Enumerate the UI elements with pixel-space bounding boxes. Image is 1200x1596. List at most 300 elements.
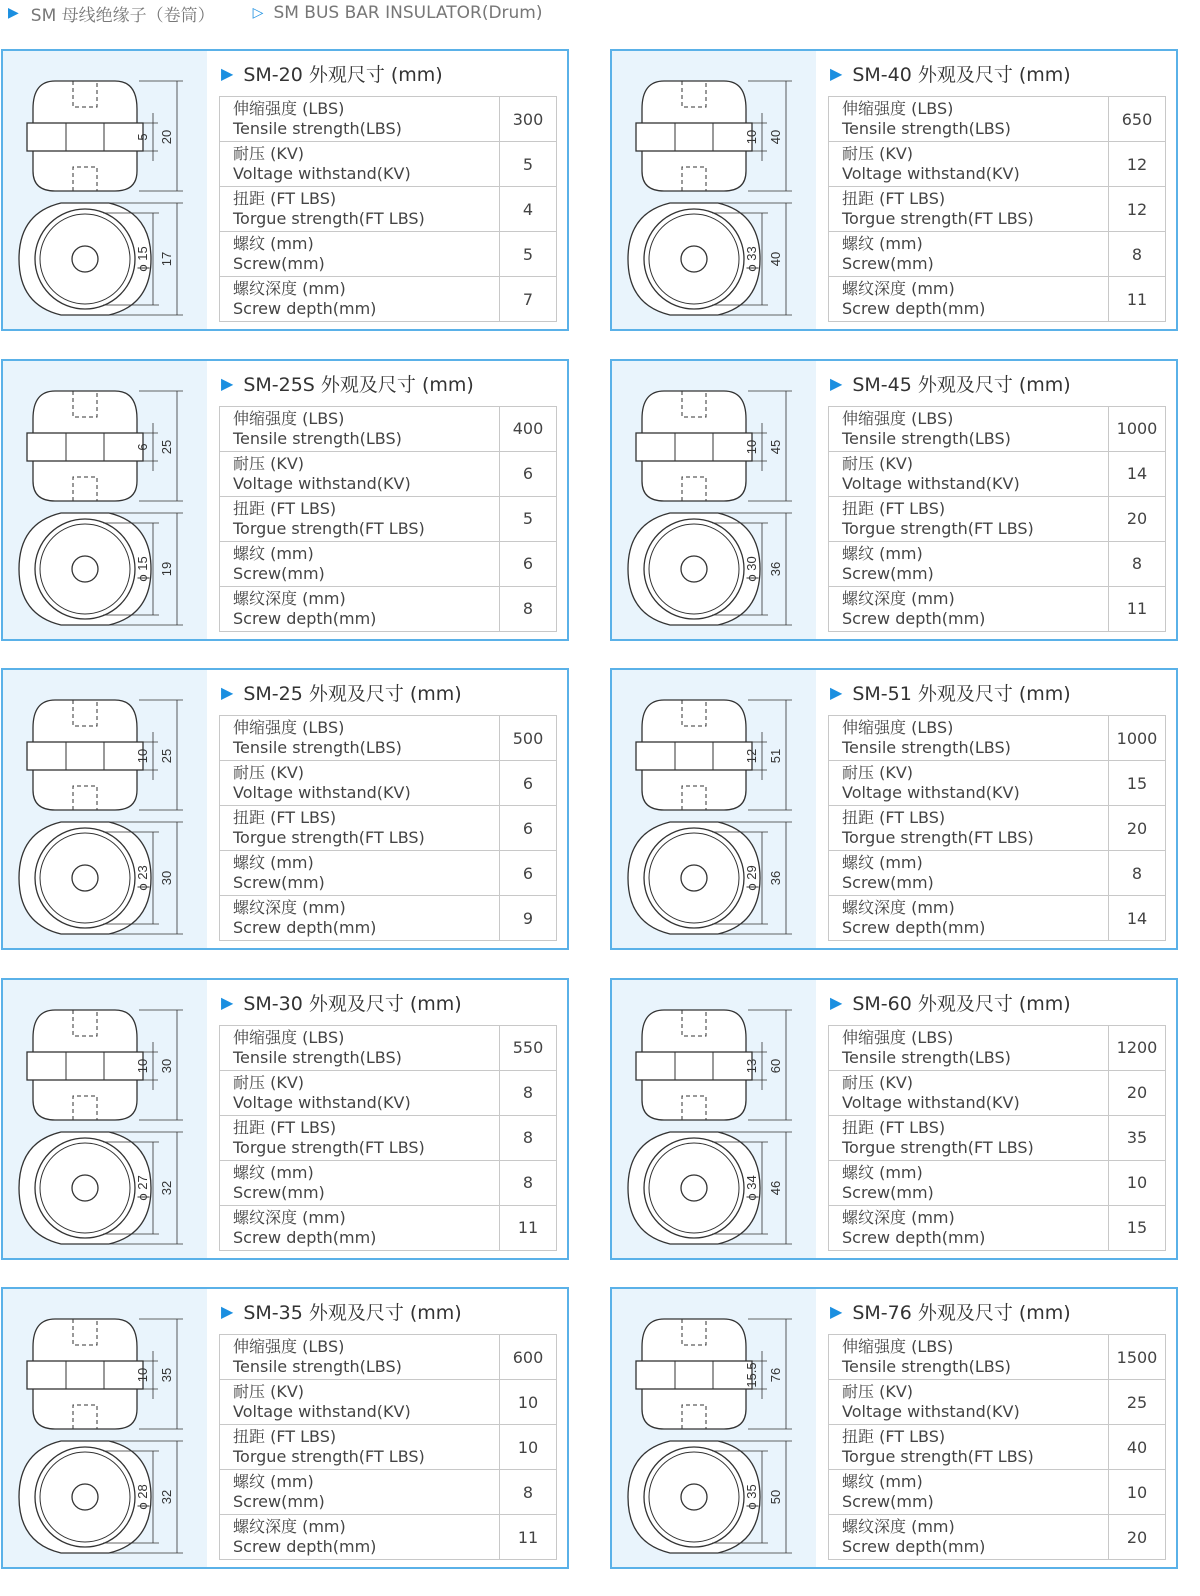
table-row (220, 1205, 557, 1250)
spec-value-tensile: 1200 (1109, 1025, 1166, 1070)
insulator-drawing (612, 1289, 814, 1567)
table-row (829, 1335, 1166, 1380)
spec-table (219, 1334, 557, 1560)
spec-value-tensile: 650 (1109, 97, 1166, 142)
title-arrow-icon: ▶ (221, 683, 234, 702)
spec-area (207, 1289, 567, 1567)
spec-label: 螺纹 (mm) Screw(mm) (829, 232, 1109, 277)
table-row (220, 1025, 557, 1070)
spec-table (219, 1025, 557, 1251)
spec-area (816, 670, 1176, 948)
top-view (628, 513, 792, 625)
side-view (27, 700, 183, 810)
spec-value-screw: 6 (500, 541, 557, 586)
spec-label: 伸缩强度 (LBS) Tensile strength(LBS) (220, 1335, 500, 1380)
dim-band-label: 5 (135, 133, 150, 141)
spec-label: 耐压 (KV) Voltage withstand(KV) (829, 451, 1109, 496)
spec-value-screw: 8 (1109, 232, 1166, 277)
spec-value-voltage: 6 (500, 451, 557, 496)
top-view (19, 822, 183, 934)
spec-label: 耐压 (KV) Voltage withstand(KV) (220, 1070, 500, 1115)
spec-value-depth: 7 (500, 277, 557, 322)
center-hole (681, 1484, 707, 1510)
spec-label: 螺纹深度 (mm) Screw depth(mm) (220, 586, 500, 631)
spec-label: 螺纹 (mm) Screw(mm) (220, 851, 500, 896)
spec-label: 扭距 (FT LBS) Torgue strength(FT LBS) (829, 496, 1109, 541)
dim-height-label: 35 (159, 1367, 174, 1383)
panel-title (221, 679, 462, 706)
dim-outer-label: 40 (768, 251, 783, 267)
spec-value-screw: 8 (1109, 541, 1166, 586)
dim-inner-label: ϕ 27 (135, 1174, 150, 1201)
table-row (829, 1515, 1166, 1560)
spec-table (219, 406, 557, 632)
panel-title-text: SM-25S 外观及尺寸 (mm) (243, 373, 474, 396)
spec-area (816, 980, 1176, 1258)
title-arrow-icon: ▶ (221, 373, 234, 393)
top-view (628, 203, 792, 315)
spec-value-screw: 5 (500, 232, 557, 277)
table-row (829, 1470, 1166, 1515)
product-panel-4 (610, 359, 1178, 641)
dim-inner-label: ϕ 15 (135, 246, 150, 272)
table-row (829, 1070, 1166, 1115)
table-row (829, 1025, 1166, 1070)
side-view (636, 391, 792, 501)
hex-band (27, 1361, 143, 1389)
table-row (829, 761, 1166, 806)
spec-area (207, 361, 567, 639)
table-row (829, 142, 1166, 187)
table-row (829, 716, 1166, 761)
spec-table (828, 1334, 1166, 1560)
spec-label: 耐压 (KV) Voltage withstand(KV) (220, 142, 500, 187)
title-arrow-icon: ▶ (221, 992, 234, 1012)
product-panel-6 (610, 668, 1178, 950)
table-row (220, 451, 557, 496)
dim-inner-label: ϕ 23 (135, 865, 150, 891)
dim-outer-label: 36 (768, 561, 783, 576)
spec-value-depth: 20 (1109, 1515, 1166, 1560)
panel-title (830, 679, 1071, 706)
dim-height-label: 45 (768, 439, 783, 454)
spec-value-depth: 11 (500, 1515, 557, 1560)
title-arrow-icon: ▶ (830, 373, 843, 393)
spec-label: 螺纹 (mm) Screw(mm) (829, 541, 1109, 586)
spec-value-voltage: 5 (500, 142, 557, 187)
hex-band (27, 1052, 143, 1080)
spec-value-screw: 8 (500, 1470, 557, 1515)
spec-area (207, 980, 567, 1258)
dim-inner-label: ϕ 30 (744, 555, 759, 582)
center-hole (681, 1175, 707, 1201)
spec-label: 扭距 (FT LBS) Torgue strength(FT LBS) (220, 187, 500, 232)
table-row (220, 1115, 557, 1160)
spec-label: 螺纹深度 (mm) Screw depth(mm) (220, 1515, 500, 1560)
top-view (19, 1441, 183, 1553)
spec-label: 伸缩强度 (LBS) Tensile strength(LBS) (220, 406, 500, 451)
dim-outer-label: 32 (159, 1489, 174, 1505)
spec-value-depth: 15 (1109, 1205, 1166, 1250)
spec-label: 伸缩强度 (LBS) Tensile strength(LBS) (220, 97, 500, 142)
spec-label: 扭距 (FT LBS) Torgue strength(FT LBS) (829, 806, 1109, 851)
product-panel-3 (1, 359, 569, 641)
dim-band-label: 12 (744, 748, 759, 764)
dim-band-label: 10 (135, 1367, 150, 1383)
dim-band-label: 10 (135, 748, 150, 764)
center-hole (72, 1484, 98, 1510)
table-row (829, 187, 1166, 232)
table-row (220, 1380, 557, 1425)
spec-value-torque: 6 (500, 806, 557, 851)
table-row (829, 586, 1166, 631)
spec-label: 伸缩强度 (LBS) Tensile strength(LBS) (829, 406, 1109, 451)
dim-height-label: 20 (159, 129, 174, 145)
center-hole (72, 865, 98, 891)
spec-table (219, 96, 557, 322)
panel-title (830, 989, 1071, 1016)
dim-height-label: 40 (768, 129, 783, 145)
table-row (829, 1205, 1166, 1250)
table-row (220, 1515, 557, 1560)
dim-band-label: 13 (744, 1058, 759, 1073)
panel-title-text: SM-40 外观及尺寸 (mm) (852, 64, 1071, 86)
spec-label: 耐压 (KV) Voltage withstand(KV) (829, 142, 1109, 187)
spec-label: 伸缩强度 (LBS) Tensile strength(LBS) (829, 716, 1109, 761)
spec-label: 螺纹深度 (mm) Screw depth(mm) (829, 896, 1109, 941)
spec-label: 伸缩强度 (LBS) Tensile strength(LBS) (829, 1335, 1109, 1380)
table-row (220, 1070, 557, 1115)
table-row (220, 896, 557, 941)
insulator-drawing (3, 1289, 205, 1567)
spec-area (207, 670, 567, 948)
panel-title-text: SM-76 外观及尺寸 (mm) (852, 1302, 1071, 1324)
hex-band (636, 742, 752, 770)
spec-value-depth: 14 (1109, 896, 1166, 941)
spec-table (828, 96, 1166, 322)
panel-title-text: SM-30 外观及尺寸 (mm) (243, 992, 462, 1015)
side-view (27, 391, 183, 501)
spec-label: 耐压 (KV) Voltage withstand(KV) (220, 451, 500, 496)
spec-label: 螺纹深度 (mm) Screw depth(mm) (829, 586, 1109, 631)
table-row (829, 406, 1166, 451)
center-hole (72, 246, 98, 272)
spec-label: 伸缩强度 (LBS) Tensile strength(LBS) (220, 1025, 500, 1070)
spec-label: 耐压 (KV) Voltage withstand(KV) (829, 761, 1109, 806)
header-arrow-icon: ▶ (8, 5, 19, 21)
spec-value-screw: 8 (500, 1160, 557, 1205)
product-panel-2 (610, 49, 1178, 331)
spec-value-screw: 6 (500, 851, 557, 896)
spec-table (219, 715, 557, 941)
table-row (220, 232, 557, 277)
top-view (628, 1132, 792, 1244)
spec-value-torque: 10 (500, 1425, 557, 1470)
spec-value-torque: 5 (500, 496, 557, 541)
panel-title-text: SM-35 外观及尺寸 (mm) (243, 1302, 462, 1324)
spec-value-voltage: 12 (1109, 142, 1166, 187)
spec-label: 扭距 (FT LBS) Torgue strength(FT LBS) (220, 806, 500, 851)
hex-band (636, 433, 752, 461)
side-view (636, 1319, 792, 1429)
table-row (829, 896, 1166, 941)
spec-label: 螺纹深度 (mm) Screw depth(mm) (829, 277, 1109, 322)
spec-label: 螺纹深度 (mm) Screw depth(mm) (829, 1515, 1109, 1560)
dim-inner-label: ϕ 29 (744, 865, 759, 891)
table-row (220, 1425, 557, 1470)
table-row (829, 1380, 1166, 1425)
dim-band-label: 10 (135, 1058, 150, 1073)
table-row (829, 806, 1166, 851)
hex-band (27, 123, 143, 151)
dim-band-label: 10 (744, 439, 759, 454)
spec-value-screw: 10 (1109, 1160, 1166, 1205)
hex-band (636, 1052, 752, 1080)
center-hole (681, 246, 707, 272)
center-hole (72, 1175, 98, 1201)
page-header (8, 0, 543, 26)
table-row (829, 277, 1166, 322)
title-arrow-icon: ▶ (221, 64, 234, 83)
spec-value-tensile: 400 (500, 406, 557, 451)
side-view (27, 1319, 183, 1429)
hex-band (27, 742, 143, 770)
panel-title-text: SM-60 外观及尺寸 (mm) (852, 992, 1071, 1015)
title-arrow-icon: ▶ (830, 64, 843, 83)
side-view (27, 81, 183, 191)
spec-label: 扭距 (FT LBS) Torgue strength(FT LBS) (220, 1425, 500, 1470)
spec-value-torque: 35 (1109, 1115, 1166, 1160)
side-view (636, 81, 792, 191)
dim-inner-label: ϕ 15 (135, 555, 150, 582)
top-view (19, 1132, 183, 1244)
dim-height-label: 25 (159, 748, 174, 764)
panel-title-text: SM-51 外观及尺寸 (mm) (852, 683, 1071, 705)
insulator-drawing (3, 51, 205, 329)
dim-outer-label: 46 (768, 1180, 783, 1195)
table-row (220, 142, 557, 187)
spec-value-depth: 8 (500, 586, 557, 631)
spec-value-tensile: 550 (500, 1025, 557, 1070)
table-row (829, 232, 1166, 277)
spec-value-torque: 20 (1109, 806, 1166, 851)
spec-label: 扭距 (FT LBS) Torgue strength(FT LBS) (829, 1425, 1109, 1470)
spec-value-voltage: 10 (500, 1380, 557, 1425)
spec-label: 螺纹 (mm) Screw(mm) (220, 541, 500, 586)
spec-label: 螺纹 (mm) Screw(mm) (829, 1470, 1109, 1515)
top-view (19, 513, 183, 625)
table-row (829, 1425, 1166, 1470)
center-hole (72, 556, 98, 582)
insulator-drawing (612, 670, 814, 948)
panel-title-text: SM-45 外观及尺寸 (mm) (852, 373, 1071, 396)
dim-height-label: 25 (159, 439, 174, 454)
side-view (636, 700, 792, 810)
dim-height-label: 60 (768, 1058, 783, 1073)
dim-outer-label: 19 (159, 561, 174, 576)
insulator-drawing (3, 670, 205, 948)
dim-inner-label: ϕ 33 (744, 246, 759, 272)
spec-label: 耐压 (KV) Voltage withstand(KV) (829, 1380, 1109, 1425)
spec-value-tensile: 300 (500, 97, 557, 142)
insulator-drawing (612, 51, 814, 329)
insulator-drawing (612, 980, 814, 1258)
table-row (829, 1115, 1166, 1160)
spec-value-voltage: 20 (1109, 1070, 1166, 1115)
title-arrow-icon: ▶ (830, 992, 843, 1012)
hex-band (636, 123, 752, 151)
dim-outer-label: 36 (768, 870, 783, 886)
header-title-en: SM BUS BAR INSULATOR(Drum) (273, 3, 543, 23)
table-row (829, 97, 1166, 142)
spec-table (828, 406, 1166, 632)
spec-label: 螺纹 (mm) Screw(mm) (829, 1160, 1109, 1205)
spec-label: 螺纹深度 (mm) Screw depth(mm) (829, 1205, 1109, 1250)
center-hole (681, 865, 707, 891)
table-row (220, 1470, 557, 1515)
table-row (220, 806, 557, 851)
spec-value-depth: 11 (1109, 586, 1166, 631)
spec-value-depth: 11 (1109, 277, 1166, 322)
spec-value-tensile: 1500 (1109, 1335, 1166, 1380)
table-row (220, 277, 557, 322)
title-arrow-icon: ▶ (830, 683, 843, 702)
panel-title-text: SM-20 外观尺寸 (mm) (243, 64, 443, 86)
product-panel-1 (1, 49, 569, 331)
spec-label: 耐压 (KV) Voltage withstand(KV) (220, 761, 500, 806)
spec-value-screw: 10 (1109, 1470, 1166, 1515)
spec-label: 螺纹 (mm) Screw(mm) (220, 1160, 500, 1205)
panel-title (830, 1298, 1071, 1325)
header-outline-arrow-icon: ▷ (252, 5, 264, 21)
spec-label: 螺纹深度 (mm) Screw depth(mm) (220, 896, 500, 941)
panel-title (830, 60, 1071, 87)
table-row (220, 1160, 557, 1205)
spec-value-tensile: 1000 (1109, 406, 1166, 451)
table-row (829, 851, 1166, 896)
table-row (220, 187, 557, 232)
dim-inner-label: ϕ 28 (135, 1484, 150, 1510)
spec-area (207, 51, 567, 329)
panel-title (221, 370, 474, 397)
spec-label: 螺纹 (mm) Screw(mm) (829, 851, 1109, 896)
table-row (220, 1335, 557, 1380)
spec-label: 伸缩强度 (LBS) Tensile strength(LBS) (220, 716, 500, 761)
dim-outer-label: 17 (159, 251, 174, 267)
spec-area (816, 1289, 1176, 1567)
spec-value-depth: 11 (500, 1205, 557, 1250)
center-hole (681, 556, 707, 582)
spec-value-screw: 8 (1109, 851, 1166, 896)
table-row (220, 586, 557, 631)
dim-inner-label: ϕ 34 (744, 1174, 759, 1201)
spec-label: 扭距 (FT LBS) Torgue strength(FT LBS) (829, 1115, 1109, 1160)
product-panel-7 (1, 978, 569, 1260)
spec-value-tensile: 1000 (1109, 716, 1166, 761)
header-title-cn: SM 母线绝缘子（卷筒） (30, 5, 215, 26)
table-row (220, 541, 557, 586)
title-arrow-icon: ▶ (221, 1302, 234, 1321)
hex-band (636, 1361, 752, 1389)
spec-value-torque: 4 (500, 187, 557, 232)
spec-value-voltage: 14 (1109, 451, 1166, 496)
spec-label: 螺纹 (mm) Screw(mm) (220, 232, 500, 277)
spec-value-voltage: 8 (500, 1070, 557, 1115)
dim-outer-label: 30 (159, 870, 174, 886)
spec-table (828, 715, 1166, 941)
spec-value-voltage: 25 (1109, 1380, 1166, 1425)
spec-value-depth: 9 (500, 896, 557, 941)
spec-label: 螺纹深度 (mm) Screw depth(mm) (220, 277, 500, 322)
spec-label: 螺纹 (mm) Screw(mm) (220, 1470, 500, 1515)
product-panel-5 (1, 668, 569, 950)
dim-outer-label: 50 (768, 1489, 783, 1505)
panel-title (221, 60, 443, 87)
spec-value-torque: 12 (1109, 187, 1166, 232)
spec-label: 耐压 (KV) Voltage withstand(KV) (220, 1380, 500, 1425)
insulator-drawing (3, 980, 205, 1258)
spec-value-tensile: 600 (500, 1335, 557, 1380)
table-row (829, 451, 1166, 496)
table-row (220, 716, 557, 761)
spec-label: 伸缩强度 (LBS) Tensile strength(LBS) (829, 1025, 1109, 1070)
spec-value-voltage: 15 (1109, 761, 1166, 806)
spec-value-torque: 40 (1109, 1425, 1166, 1470)
table-row (220, 496, 557, 541)
dim-height-label: 30 (159, 1058, 174, 1073)
product-panel-8 (610, 978, 1178, 1260)
spec-area (816, 361, 1176, 639)
hex-band (27, 433, 143, 461)
top-view (19, 203, 183, 315)
insulator-drawing (612, 361, 814, 639)
table-row (829, 541, 1166, 586)
title-arrow-icon: ▶ (830, 1302, 843, 1321)
side-view (636, 1010, 792, 1120)
dim-band-label: 10 (744, 129, 759, 145)
table-row (829, 1160, 1166, 1205)
spec-label: 扭距 (FT LBS) Torgue strength(FT LBS) (220, 496, 500, 541)
spec-value-torque: 8 (500, 1115, 557, 1160)
top-view (628, 1441, 792, 1553)
product-panel-10 (610, 1287, 1178, 1569)
insulator-drawing (3, 361, 205, 639)
panel-title-text: SM-25 外观及尺寸 (mm) (243, 683, 462, 705)
spec-label: 扭距 (FT LBS) Torgue strength(FT LBS) (829, 187, 1109, 232)
table-row (220, 97, 557, 142)
spec-value-tensile: 500 (500, 716, 557, 761)
spec-area (816, 51, 1176, 329)
spec-table (828, 1025, 1166, 1251)
dim-band-label: 15.5 (744, 1362, 759, 1388)
table-row (829, 496, 1166, 541)
panel-title (221, 1298, 462, 1325)
panel-title (830, 370, 1071, 397)
spec-label: 伸缩强度 (LBS) Tensile strength(LBS) (829, 97, 1109, 142)
spec-value-voltage: 6 (500, 761, 557, 806)
table-row (220, 761, 557, 806)
spec-value-torque: 20 (1109, 496, 1166, 541)
dim-height-label: 76 (768, 1367, 783, 1383)
product-panel-9 (1, 1287, 569, 1569)
dim-band-label: 6 (135, 442, 150, 451)
spec-label: 扭距 (FT LBS) Torgue strength(FT LBS) (220, 1115, 500, 1160)
dim-outer-label: 32 (159, 1180, 174, 1195)
panel-title (221, 989, 462, 1016)
side-view (27, 1010, 183, 1120)
table-row (220, 851, 557, 896)
dim-inner-label: ϕ 35 (744, 1484, 759, 1510)
